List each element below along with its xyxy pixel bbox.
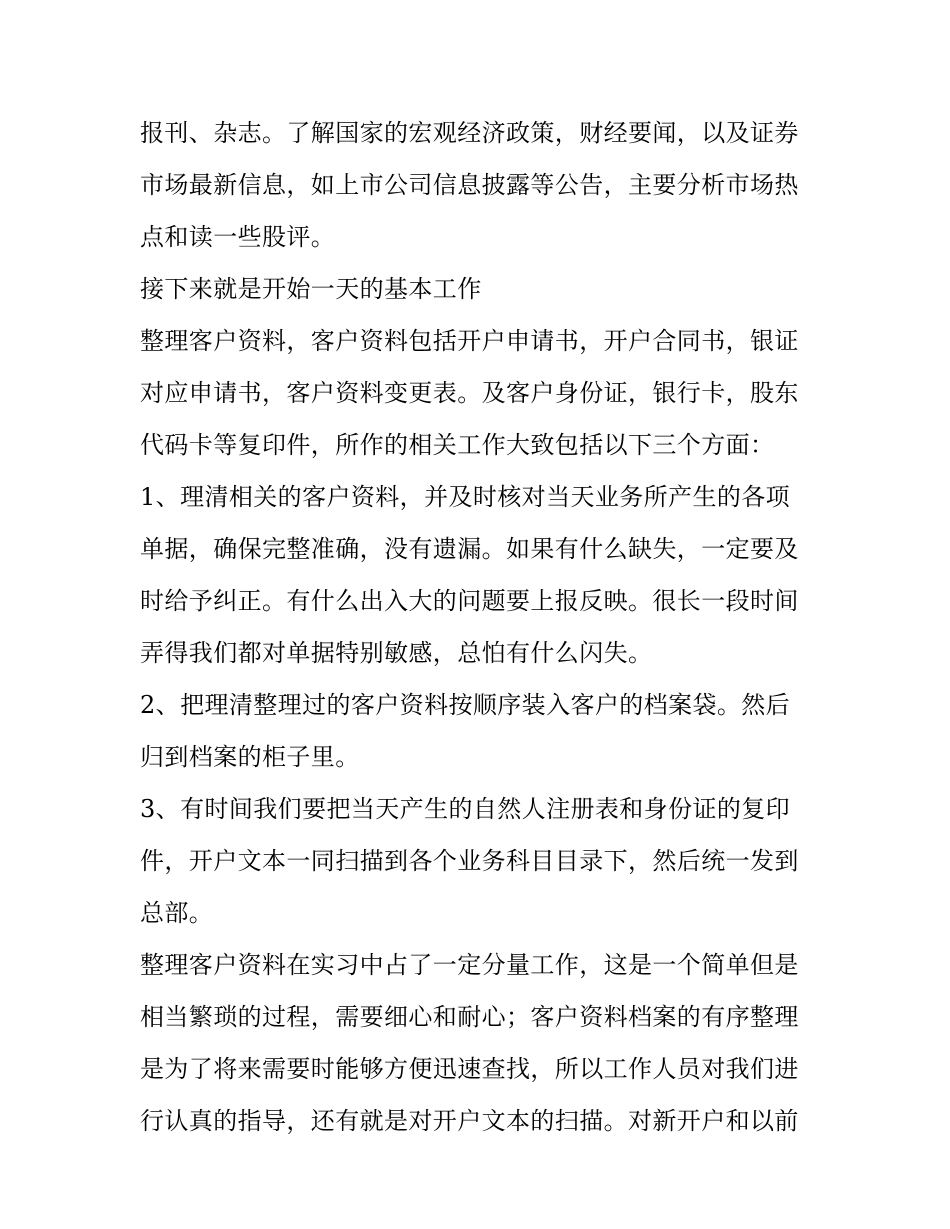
text-line: 接下来就是开始一天的基本工作 (140, 275, 482, 303)
text-line: 归到档案的柜子里。 (140, 743, 360, 771)
text-line: 报刊、杂志。了解国家的宏观经济政策，财经要闻，以及证券 (140, 119, 799, 147)
text-line: 件，开户文本一同扫描到各个业务科目目录下，然后统一发到 (140, 847, 799, 875)
text-line: 总部。 (140, 899, 214, 927)
text-line: 代码卡等复印件，所作的相关工作大致包括以下三个方面： (140, 431, 775, 459)
text-line: 3、有时间我们要把当天产生的自然人注册表和身份证的复印 (140, 795, 791, 823)
text-line: 时给予纠正。有什么出入大的问题要上报反映。很长一段时间 (140, 587, 799, 615)
text-line: 单据，确保完整准确，没有遗漏。如果有什么缺失，一定要及 (140, 535, 799, 563)
text-line: 是为了将来需要时能够方便迅速查找，所以工作人员对我们进 (140, 1055, 799, 1083)
text-line: 2、把理清整理过的客户资料按顺序装入客户的档案袋。然后 (140, 691, 791, 719)
text-line: 相当繁琐的过程，需要细心和耐心；客户资料档案的有序整理 (140, 1003, 799, 1031)
text-line: 市场最新信息，如上市公司信息披露等公告，主要分析市场热 (140, 171, 799, 199)
text-line: 弄得我们都对单据特别敏感，总怕有什么闪失。 (140, 639, 653, 667)
text-line: 整理客户资料，客户资料包括开户申请书，开户合同书，银证 (140, 327, 799, 355)
text-line: 行认真的指导，还有就是对开户文本的扫描。对新开户和以前 (140, 1107, 799, 1135)
text-line: 点和读一些股评。 (140, 223, 336, 251)
text-line: 1、理清相关的客户资料，并及时核对当天业务所产生的各项 (140, 483, 791, 511)
text-line: 整理客户资料在实习中占了一定分量工作，这是一个简单但是 (140, 951, 799, 979)
body-text (140, 107, 830, 1147)
text-line: 对应申请书，客户资料变更表。及客户身份证，银行卡，股东 (140, 379, 799, 407)
